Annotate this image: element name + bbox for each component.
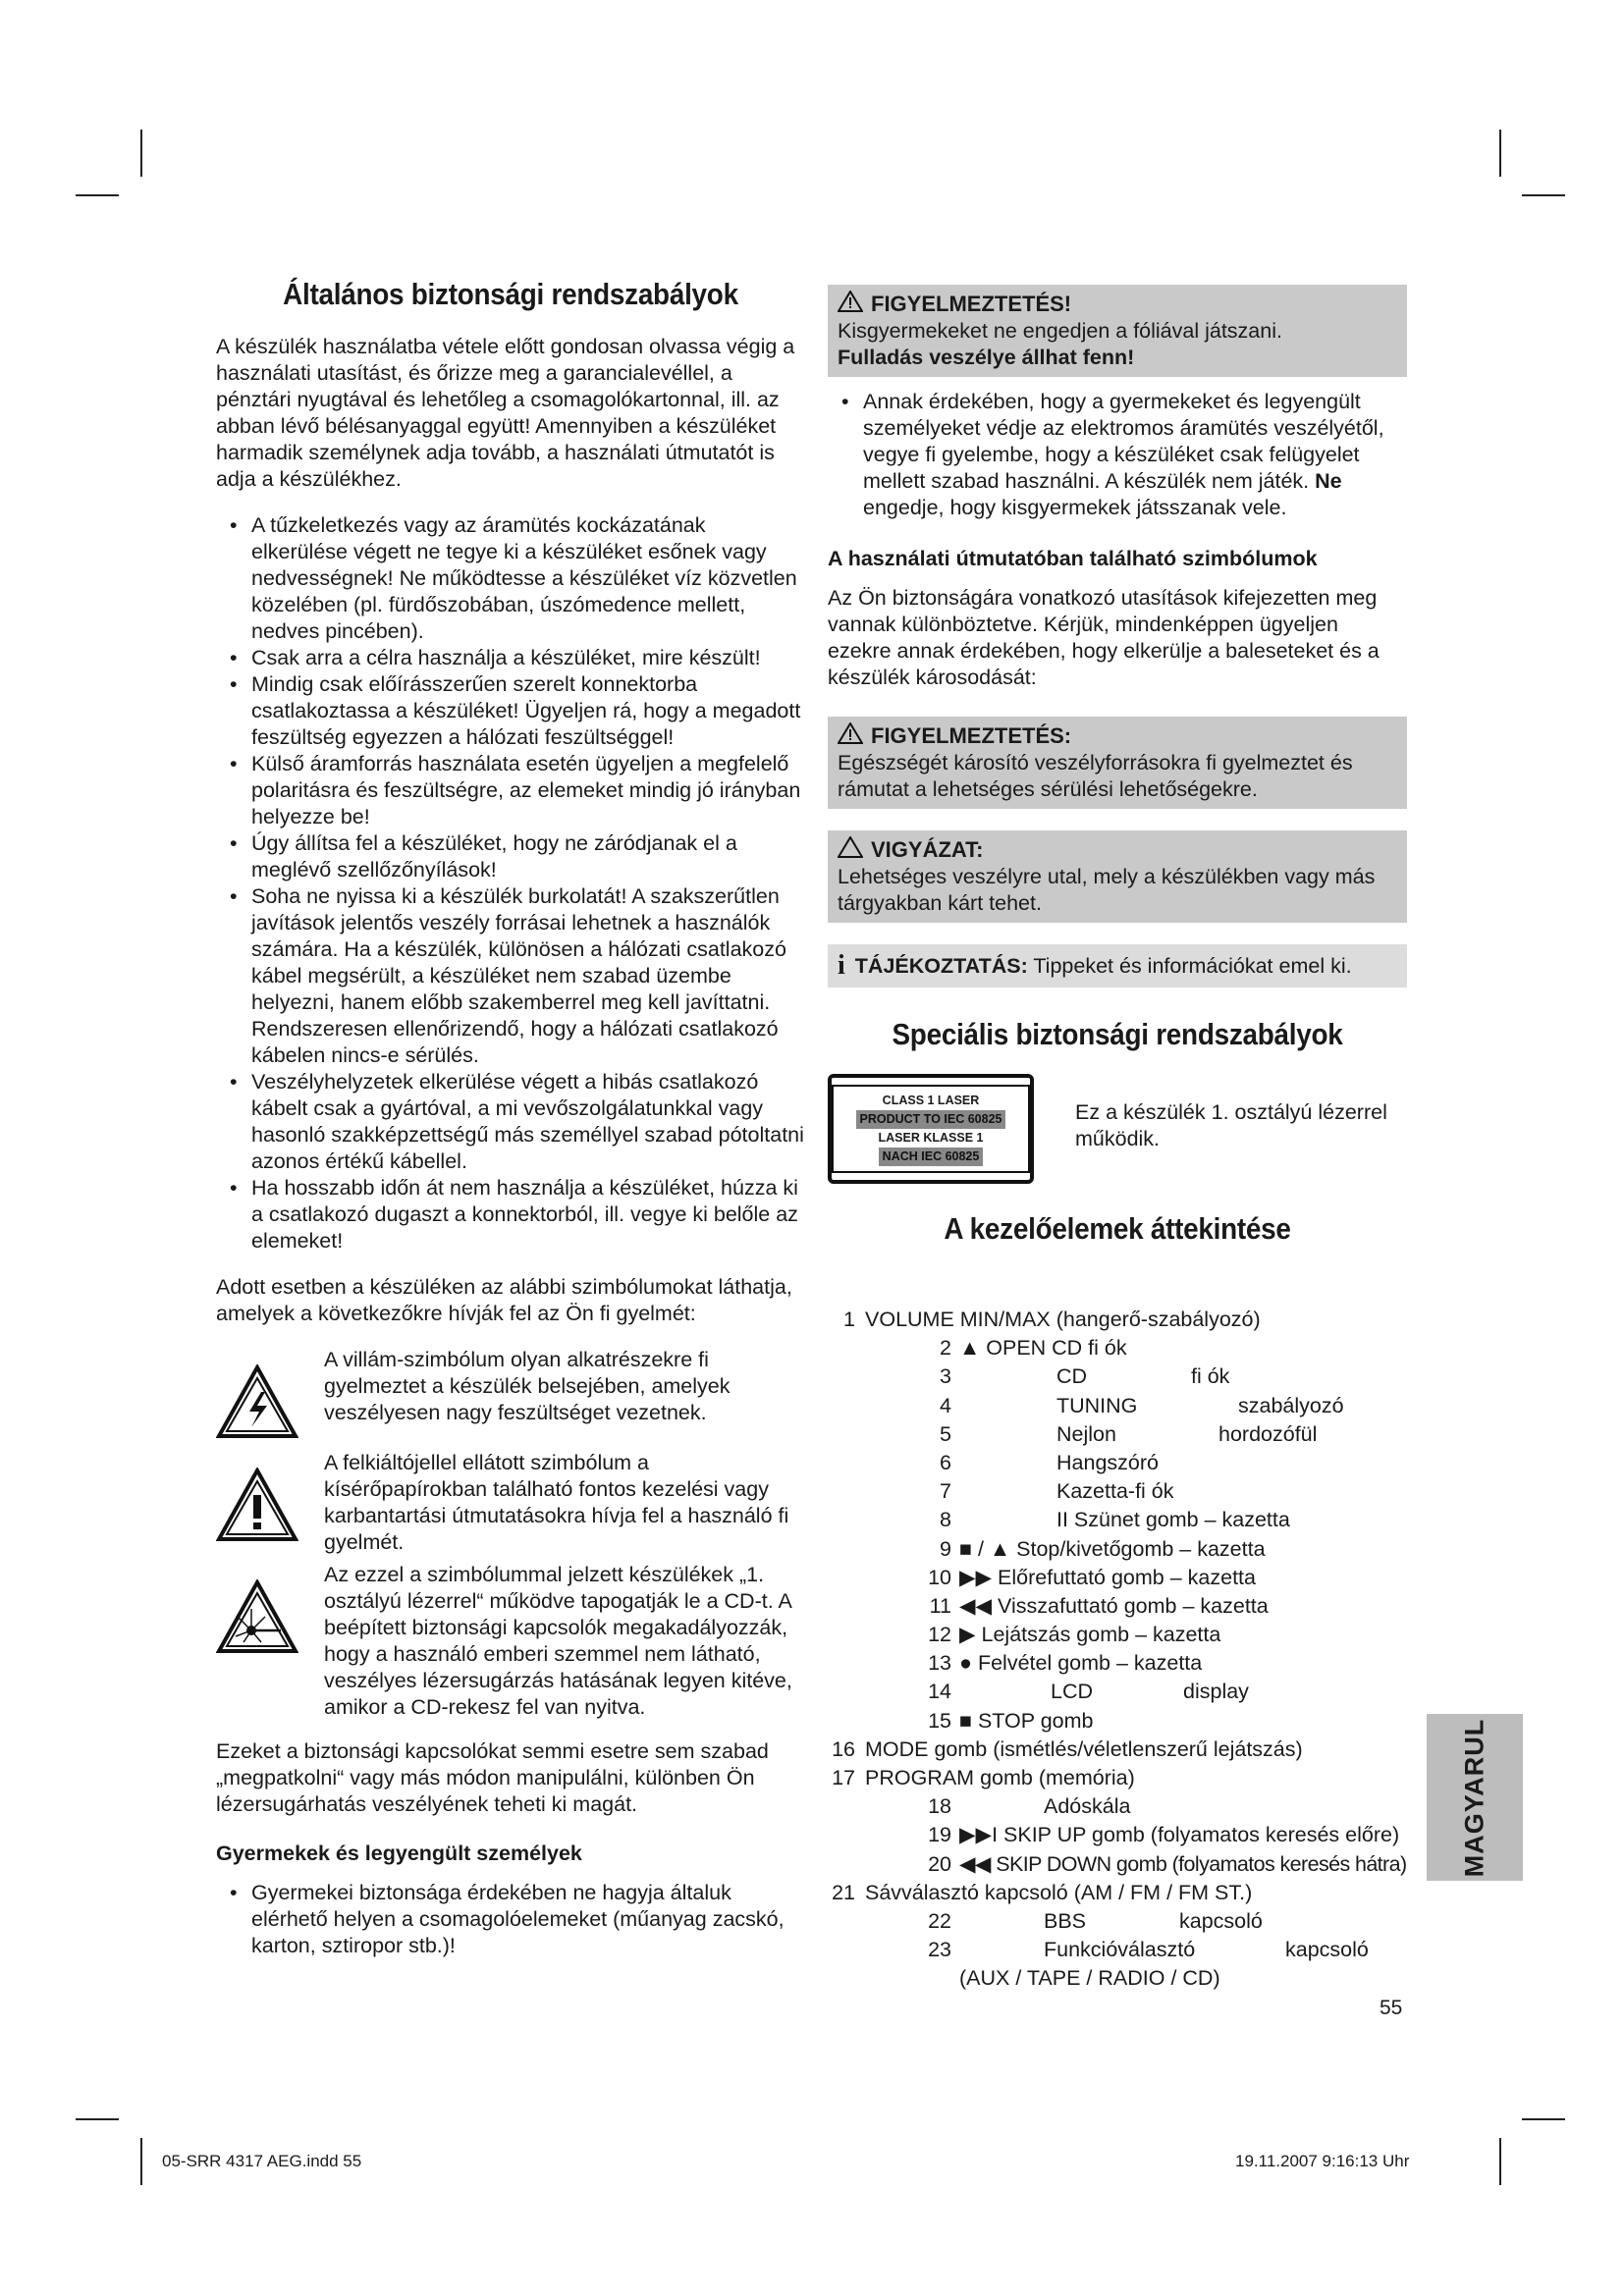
- crop-mark: [76, 2118, 119, 2120]
- laser-class-label: CLASS 1 LASER PRODUCT TO IEC 60825 LASER KLASSE 1 NACH IEC 60825: [828, 1074, 1034, 1184]
- warning-text: Egészségét károsító veszélyforrásokra fi gyelmeztet és rámutat a lehetséges sérülési lehetőségekre.: [838, 751, 1353, 801]
- list-item: • Soha ne nyissa ki a készülék burkolatát! A szakszerűtlen javítások jelentős veszély forrásai lehetnek a használók számára. Ha a készülék, különösen a hálózati csatlakozó kábel megsérült, a készüléket nem szabad üzembe helyezni, hanem előbb szakemberrel meg kell javíttatni. Rendszeresen ellenőrizendő, hogy a hálózati csatlakozó kábelen nincs-e sérülés.: [230, 884, 786, 1067]
- list-item: 6 Hangszóró: [940, 1450, 1159, 1474]
- language-tab: MAGYARUL: [1427, 1714, 1523, 1881]
- warning-title: FIGYELMEZTETÉS:: [838, 722, 1395, 750]
- list-item: 23 Funkcióválasztó kapcsoló: [928, 1938, 1369, 1962]
- symbol-text: Az ezzel a szimbólummal jelzett készülékek „1. osztályú lézerrel“ működve tapogatják le a CD-t. A beépített biztonsági kapcsolók megakadályozzák, hogy a használó emberi szemmel nem látható, veszélyes lézersugárzás hatásának legyen kitéve, amikor a CD-rekesz fel van nyitva.: [324, 1563, 792, 1719]
- list-item: • Gyermekei biztonsága érdekében ne hagyja általuk elérhető helyen a csomagolóelemeket (műanyag zacskó, karton, sztiropor stb.)!: [230, 1881, 785, 1957]
- list-item: 18 Adóskála: [928, 1794, 1131, 1819]
- crop-mark: [1499, 130, 1501, 177]
- list-item: • Külső áramforrás használata esetén ügyeljen a megfelelő polaritásra és feszültségre, az elemeket mindig jó irányban helyezze be!: [230, 752, 801, 828]
- list-item: 2 ▲ OPEN CD fi ók: [940, 1336, 1127, 1361]
- crop-mark: [1522, 2118, 1565, 2120]
- list-item: • Annak érdekében, hogy a gyermekeket és legyengült személyeket védje az elektromos áramütés veszélyétől, vegye fi gyelembe, hogy a készüléket csak felügyelet mellett szabad használni. A készülék nem játék. Ne engedje, hogy kisgyermekek játsszanak vele.: [841, 390, 1384, 519]
- symbol-text: A villám-szimbólum olyan alkatrészekre fi gyelmeztet a készülék belsejében, amelyek veszélyesen nagy feszültséget vezetnek.: [324, 1348, 731, 1424]
- controls-list: [828, 1306, 1417, 1994]
- list-item: 3 CD fi ók: [940, 1364, 1230, 1389]
- list-item: • Ha hosszabb időn át nem használja a készüléket, húzza ki a csatlakozó dugaszt a konnektorból, ill. vegye ki belőle az elemeket!: [230, 1176, 798, 1253]
- children-safety-bullet: [828, 389, 1407, 521]
- controls-title: A kezelőelemek áttekintése: [944, 1211, 1291, 1246]
- crop-mark: [76, 194, 119, 196]
- list-item: • Veszélyhelyzetek elkerülése végett a hibás csatlakozó kábelt csak a gyártóval, a mi vevőszolgálatunkkal vagy hasonló szakképzettségű más személlyel szabad pótoltatni azonos értékű kábellel.: [230, 1070, 804, 1173]
- list-item: • Mindig csak előírásszerűen szerelt konnektorba csatlakoztassa a készüléket! Ügyeljen rá, hogy a megadott feszültség egyezzen a hálózati feszültséggel!: [230, 672, 801, 749]
- left-column: [216, 277, 805, 1979]
- symbol-row-lightning: [216, 1347, 805, 1444]
- caution-triangle-icon: [838, 836, 863, 864]
- list-item: (AUX / TAPE / RADIO / CD): [959, 1966, 1220, 1991]
- symbol-row-laser: [216, 1562, 805, 1721]
- safety-bullet-list: [216, 512, 805, 1255]
- warning-title: FIGYELMEZTETÉS!: [838, 291, 1395, 318]
- lightning-warning-icon: [216, 1364, 298, 1444]
- symbols-paragraph: Az Ön biztonságára vonatkozó utasítások kifejezetten meg vannak különböztetve. Kérjük, mindenképpen ügyeljen ezekre annak érdekében, hogy elkerülje a baleseteket és a készülék károsodását:: [828, 586, 1380, 689]
- list-item: 15 ■ STOP gomb: [928, 1708, 1094, 1733]
- laser-text: Ez a készülék 1. osztályú lézerrel működik.: [1075, 1100, 1387, 1150]
- special-safety-title: Speciális biztonsági rendszabályok: [892, 1017, 1343, 1051]
- list-item: 17 PROGRAM gomb (memória): [832, 1766, 1135, 1789]
- caution-title: VIGYÁZAT:: [838, 836, 1395, 864]
- general-safety-title: Általános biztonsági rendszabályok: [283, 277, 738, 311]
- list-item: • A tűzkeletkezés vagy az áramütés kockázatának elkerülése végett ne tegye ki a készüléket esőnek vagy nedvességnek! Ne működtesse a készüléket víz közvetlen közelében (pl. fürdőszobában, úszómedence mellett, nedves pincében).: [230, 513, 797, 643]
- list-item: 10 ▶▶ Előrefuttató gomb – kazetta: [928, 1565, 1256, 1589]
- laser-info-row: [828, 1074, 1407, 1184]
- symbol-text: A felkiáltójellel ellátott szimbólum a kísérőpapírokban található fontos kezelési vagy karbantartási útmutatásokra hívja fel a használó fi gyelmét.: [324, 1451, 789, 1554]
- warning-text: Kisgyermekeket ne engedjen a fóliával játszani.: [838, 319, 1282, 343]
- list-item: 4 TUNING szabályozó: [940, 1393, 1344, 1417]
- laser-warning-icon: [216, 1579, 298, 1659]
- caution-box: [828, 830, 1407, 923]
- crop-mark: [140, 130, 142, 177]
- list-item: 13 ● Felvétel gomb – kazetta: [928, 1651, 1203, 1676]
- warning-triangle-icon: [838, 722, 863, 750]
- crop-mark: [140, 2138, 142, 2185]
- symbols-intro: Adott esetben a készüléken az alábbi szimbólumokat láthatja, amelyek a következőkre hívják fel az Ön fi gyelmét:: [216, 1275, 792, 1325]
- symbols-heading: A használati útmutatóban található szimbólumok: [828, 547, 1318, 570]
- list-item: • Csak arra a célra használja a készüléket, mire készült!: [230, 646, 761, 669]
- warning-box-health: [828, 717, 1407, 809]
- list-item: • Úgy állítsa fel a készüléket, hogy ne záródjanak el a meglévő szellőzőnyílások!: [230, 831, 737, 881]
- children-bullet-list: [216, 1880, 805, 1959]
- list-item: 7 Kazetta-fi ók: [940, 1479, 1174, 1504]
- info-icon: i: [838, 950, 845, 981]
- list-item: 21 Sávválasztó kapcsoló (AM / FM / FM ST.): [832, 1880, 1253, 1904]
- safety-switch-paragraph: Ezeket a biztonsági kapcsolókat semmi esetre sem szabad „megpatkolni“ vagy más módon manipulálni, különben Ön lézersugárhatás veszélyének teheti ki magát.: [216, 1739, 769, 1816]
- list-item: 11 ◀◀ Visszafuttató gomb – kazetta: [929, 1593, 1269, 1618]
- list-item: 22 BBS kapcsoló: [928, 1908, 1263, 1933]
- list-item: 9 ■ / ▲ Stop/kivetőgomb – kazetta: [940, 1536, 1266, 1561]
- footer-file-info: 05-SRR 4317 AEG.indd 55: [162, 2152, 362, 2170]
- list-item: 8 II Szünet gomb – kazetta: [940, 1508, 1290, 1532]
- intro-paragraph: A készülék használatba vétele előtt gondosan olvassa végig a használati utasítást, és őrizze meg a garancialevéllel, a pénztári nyugtával és lehetőleg a csomagolókartonnal, ill. az abban lévő bélésanyaggal együtt! Amennyiben a készüléket harmadik személynek adja tovább, a használati útmutatót is adja a készülékhez.: [216, 335, 795, 491]
- crop-mark: [1522, 194, 1565, 196]
- list-item: 20 ◀◀ SKIP DOWN gomb (folyamatos keresés hátra): [928, 1851, 1407, 1876]
- caution-text: Lehetséges veszélyre utal, mely a készülékben vagy más tárgyakban kárt tehet.: [838, 865, 1376, 915]
- list-item: 16 MODE gomb (ismétlés/véletlenszerű lejátszás): [832, 1736, 1303, 1761]
- warning-strong-text: Fulladás veszélye állhat fenn!: [838, 346, 1135, 369]
- warning-box-foil: [828, 285, 1407, 377]
- list-item: 12 ▶ Lejátszás gomb – kazetta: [928, 1623, 1221, 1647]
- page-number: 55: [1380, 1997, 1403, 2019]
- warning-triangle-icon: [838, 291, 863, 318]
- list-item: 14 LCD display: [928, 1680, 1249, 1704]
- list-item: 5 Nejlon hordozófül: [940, 1421, 1318, 1446]
- right-column: [828, 285, 1407, 1256]
- symbol-row-exclamation: [216, 1450, 805, 1556]
- exclamation-warning-icon: [216, 1468, 298, 1547]
- info-box: i TÁJÉKOZTATÁS: Tippeket és információkat emel ki.: [828, 944, 1407, 988]
- footer-timestamp: 19.11.2007 9:16:13 Uhr: [1235, 2152, 1410, 2170]
- children-heading: Gyermekek és legyengült személyek: [216, 1842, 582, 1865]
- crop-mark: [1499, 2138, 1501, 2185]
- list-item: 1 VOLUME MIN/MAX (hangerő-szabályozó): [843, 1308, 1261, 1331]
- list-item: 19 ▶▶I SKIP UP gomb (folyamatos keresés előre): [928, 1823, 1400, 1847]
